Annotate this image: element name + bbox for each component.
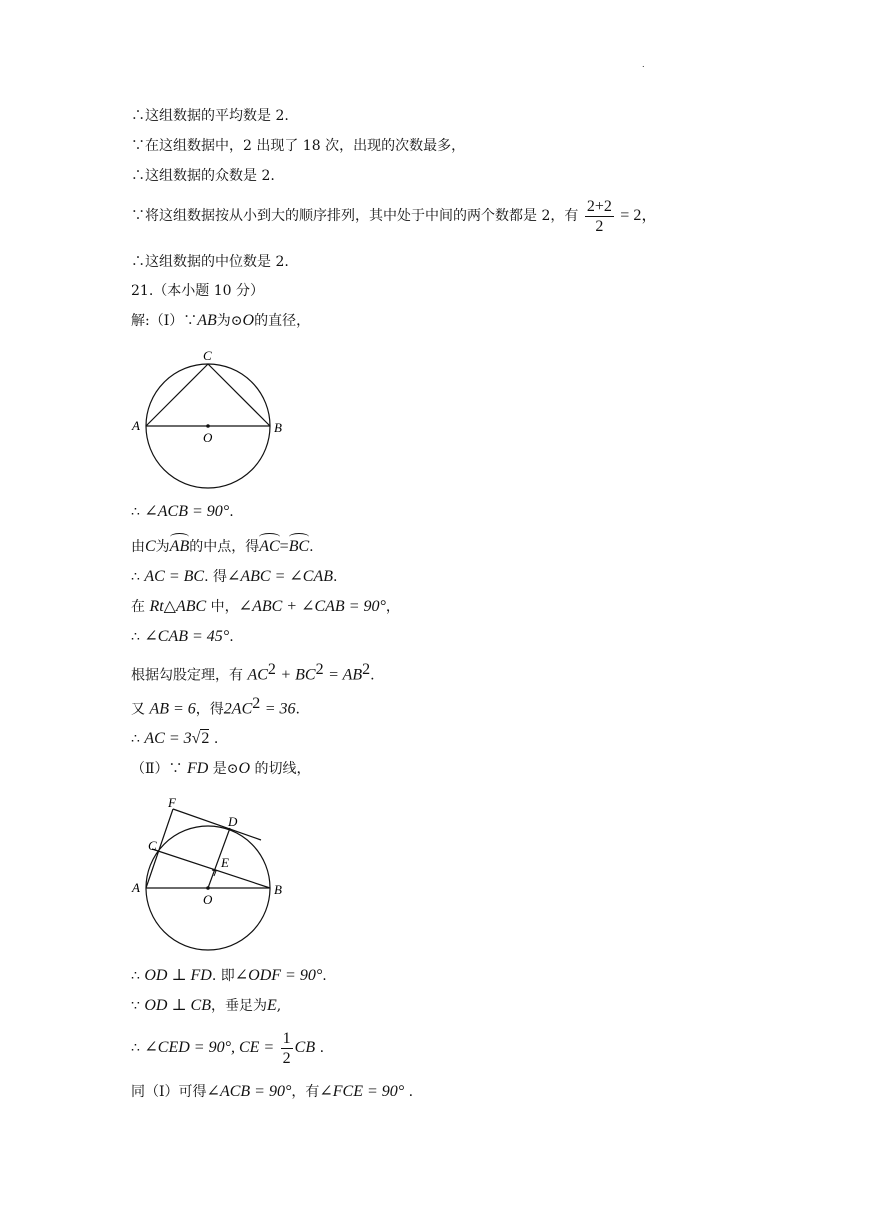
text-line-od-perp-fd — [131, 966, 327, 986]
text-line-median: ∴这组数据的中位数是 2. — [131, 254, 289, 270]
fraction-two-plus-two — [585, 197, 614, 236]
label-a: A — [132, 418, 140, 433]
s18c: ，垂足为 — [210, 998, 267, 1014]
s10a: ∴ — [131, 569, 140, 585]
label-b-2: B — [274, 882, 282, 897]
sqrt-two: 2 — [201, 730, 210, 747]
s14c: ，得 — [195, 701, 224, 718]
s18d: E — [266, 997, 277, 1014]
text-line-occurrence: ∵在这组数据中，2 出现了 18 次，出现的次数最多， — [131, 138, 466, 154]
label-e: E — [221, 855, 229, 870]
median-calc-result: = 2， — [620, 207, 658, 224]
text-line-pythagoras — [131, 660, 375, 686]
s17a: ∴ — [131, 968, 140, 984]
s16c: 是⊙ — [212, 761, 239, 777]
s17d: ∠ODF = 90° — [234, 967, 323, 984]
text-line-right-triangle — [131, 597, 400, 617]
chord-cb — [152, 849, 270, 888]
s8c: . — [229, 504, 234, 520]
label-c-2: C — [148, 838, 157, 853]
s9b: C — [145, 538, 156, 555]
text-line-midpoint — [131, 537, 314, 557]
tangent-fd — [173, 809, 261, 840]
text-line-acb-right-angle — [131, 502, 234, 522]
fraction-denominator: 2 — [595, 217, 604, 235]
s20d: ∠FCE = 90° — [319, 1083, 405, 1100]
s18a: ∵ — [131, 998, 140, 1014]
half-denominator: 2 — [282, 1049, 291, 1067]
header-dot: . — [642, 60, 645, 69]
arc-ac: AC — [259, 538, 280, 555]
s19b: ∠CED = 90°, CE = — [144, 1039, 275, 1056]
s16a: （Ⅱ）∵ — [131, 761, 183, 777]
label-o-2: O — [203, 892, 213, 907]
center-point — [206, 424, 210, 428]
label-a-2: A — [132, 880, 140, 895]
s11c: 中， — [210, 599, 239, 615]
s7d: O — [242, 312, 255, 329]
s10e: . — [333, 569, 338, 585]
s19c: CB — [294, 1039, 316, 1056]
s9i: . — [309, 539, 314, 555]
text-line-mean: ∴这组数据的平均数是 2. — [131, 108, 289, 124]
s7a: 解:（Ⅰ）∵ — [131, 313, 198, 329]
s9a: 由 — [131, 539, 145, 555]
label-c: C — [203, 348, 212, 363]
s15a: ∴ — [131, 731, 140, 747]
s17c: . 即 — [211, 968, 235, 984]
s20b: ∠ACB = 90° — [206, 1083, 292, 1100]
s14e: = 36 — [264, 700, 296, 718]
s10b: AC = BC — [144, 568, 205, 585]
s10c: . 得 — [204, 569, 227, 585]
s11a: 在 — [131, 599, 145, 615]
s16d: O — [238, 760, 251, 777]
s12b: ∠CAB = 45° — [144, 628, 230, 645]
s11d: ∠ABC + ∠CAB = 90° — [238, 598, 386, 615]
s11b: Rt△ABC — [149, 598, 207, 615]
s9c: 为 — [155, 539, 170, 555]
sup-c: 2 — [362, 661, 371, 678]
s13d: = AB — [328, 666, 363, 684]
s15d: . — [213, 731, 219, 747]
s13e: . — [370, 667, 375, 684]
s19d: . — [319, 1040, 325, 1056]
s12c: . — [229, 629, 234, 645]
s19a: ∴ — [131, 1040, 140, 1056]
s7e: 的直径， — [254, 313, 311, 329]
s14b: AB = 6 — [149, 700, 196, 718]
label-b: B — [274, 420, 282, 435]
s15b: AC = 3 — [144, 730, 192, 747]
s17e: . — [322, 968, 327, 984]
chord-ac — [146, 364, 208, 426]
text-line-ac-value: ∴ AC = 3√2 . — [131, 730, 219, 747]
s14a: 又 — [131, 701, 145, 718]
median-calc-text: ∵将这组数据按从小到大的顺序排列，其中处于中间的两个数都是 2，有 — [131, 208, 579, 224]
text-line-fce — [131, 1082, 413, 1102]
s11e: ， — [385, 599, 400, 615]
figure-tangent-line — [128, 793, 298, 958]
text-line-mode: ∴这组数据的众数是 2. — [131, 168, 275, 184]
s13b: AC — [247, 666, 268, 684]
s20e: . — [408, 1084, 414, 1100]
half-numerator: 1 — [282, 1029, 291, 1047]
text-line-median-calc — [131, 194, 657, 238]
s9e: 的中点，得 — [189, 539, 260, 555]
arc-bc: BC — [288, 538, 310, 555]
s16e: 的切线， — [254, 761, 311, 777]
s14f: . — [295, 701, 300, 718]
s13a: 根据勾股定理，有 — [131, 667, 243, 684]
sup-d: 2 — [252, 695, 261, 712]
text-line-cab-45 — [131, 627, 234, 647]
fraction-numerator: 2+2 — [586, 197, 612, 215]
s17b: OD ⊥ FD — [144, 967, 212, 984]
s16b: FD — [186, 760, 209, 777]
text-line-ced — [131, 1026, 324, 1070]
label-d: D — [228, 814, 238, 829]
fraction-half — [281, 1029, 293, 1068]
s12a: ∴ — [131, 629, 140, 645]
s9g: = — [279, 538, 289, 555]
s10d: ∠ABC = ∠CAB — [226, 568, 334, 585]
s14d: 2AC — [223, 700, 253, 718]
sup-b: 2 — [315, 661, 324, 678]
text-line-solution-part1 — [131, 311, 310, 331]
s13c: + BC — [280, 666, 316, 684]
s8b: ∠ACB = 90° — [144, 503, 230, 520]
s18b: OD ⊥ CB — [144, 997, 211, 1014]
label-f: F — [168, 795, 176, 810]
text-line-ab-six — [131, 694, 300, 720]
sup-a: 2 — [267, 661, 276, 678]
text-line-od-perp-cb — [131, 996, 281, 1016]
s7c: 为⊙ — [216, 313, 243, 329]
s18e: , — [276, 998, 282, 1014]
s20c: ，有 — [291, 1084, 320, 1100]
center-point-2 — [206, 886, 210, 890]
s20a: 同（Ⅰ）可得 — [131, 1084, 207, 1100]
chord-bc — [208, 364, 270, 426]
s8a: ∴ — [131, 504, 140, 520]
text-line-solution-part2 — [131, 759, 311, 779]
label-o: O — [203, 430, 213, 445]
arc-ab: AB — [169, 538, 190, 555]
text-line-equal-sides — [131, 567, 337, 587]
problem-heading: 21.（本小题 10 分） — [131, 283, 264, 299]
s7b: AB — [197, 312, 217, 329]
figure-circle-triangle — [128, 344, 298, 494]
